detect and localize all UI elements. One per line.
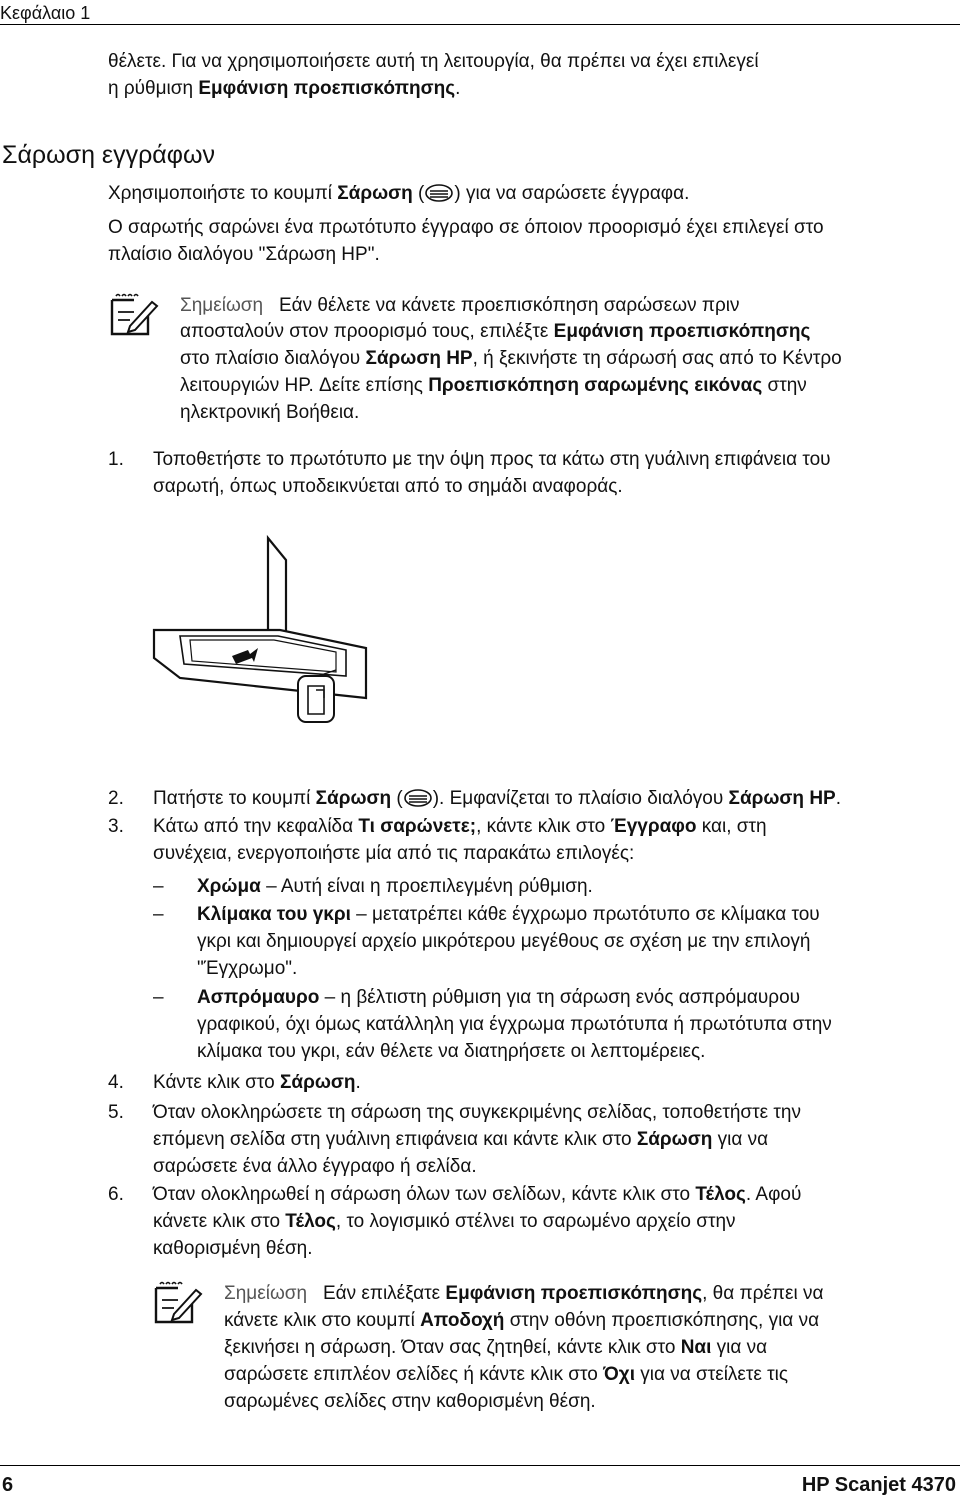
header-rule bbox=[0, 24, 960, 25]
section-paragraph-1: Χρησιμοποιήστε το κουμπί Σάρωση ( ) για να σαρώσετε έγγραφα. bbox=[108, 180, 958, 211]
note-1-line-2: αποσταλούν στον προορισμό τους, επιλέξτε Εμφάνιση προεπισκόπησης bbox=[180, 321, 811, 342]
step-6-line-3: καθορισμένη θέση. bbox=[153, 1238, 313, 1259]
option-grayscale-line-2: γκρι και δημιουργεί αρχείο μικρότερου μεγέθους σε σχέση με την επιλογή bbox=[197, 931, 811, 952]
note-1-line-5: ηλεκτρονική Βοήθεια. bbox=[180, 402, 360, 423]
section-paragraph-2-line-1: Ο σαρωτής σαρώνει ένα πρωτότυπο έγγραφο σε όποιον προορισμό έχει επιλεγεί στο bbox=[108, 217, 824, 238]
note-2-line-4: σαρώσετε επιπλέον σελίδες ή κάντε κλικ στο Όχι για να στείλετε τις bbox=[224, 1364, 789, 1385]
scan-button-icon bbox=[403, 788, 433, 816]
option-grayscale-line-3: "Έγχρωμο". bbox=[197, 958, 298, 979]
option-bw-line-1: Ασπρόμαυρο – η βέλτιστη ρύθμιση για τη σάρωση ενός ασπρόμαυρου bbox=[197, 987, 801, 1008]
step-4-number: 4. bbox=[108, 1072, 124, 1093]
step-1-line-1: Τοποθετήστε το πρωτότυπο με την όψη προς τα κάτω στη γυάλινη επιφάνεια του bbox=[153, 449, 831, 470]
step-6-line-1: Όταν ολοκληρωθεί η σάρωση όλων των σελίδων, κάντε κλικ στο Τέλος. Αφού bbox=[153, 1184, 802, 1205]
step-1-line-2: σαρωτή, όπως υποδεικνύεται από το σημάδι αναφοράς. bbox=[153, 476, 623, 497]
step-5-line-2: επόμενη σελίδα στη γυάλινη επιφάνεια και κάντε κλικ στο Σάρωση για να bbox=[153, 1129, 769, 1150]
option-dash: – bbox=[153, 987, 164, 1008]
intro-line-2: η ρύθμιση Εμφάνιση προεπισκόπησης. bbox=[108, 78, 461, 99]
step-2-text: Πατήστε το κουμπί Σάρωση ( ). Εμφανίζεται το πλαίσιο διαλόγου Σάρωση HP. bbox=[153, 785, 953, 816]
step-1-number: 1. bbox=[108, 449, 124, 470]
step-6-line-2: κάνετε κλικ στο Τέλος, το λογισμικό στέλνει το σαρωμένο αρχείο στην bbox=[153, 1211, 736, 1232]
intro-line-1: θέλετε. Για να χρησιμοποιήσετε αυτή τη λειτουργία, θα πρέπει να έχει επιλεγεί bbox=[108, 51, 759, 72]
note-icon bbox=[108, 292, 160, 346]
product-name: HP Scanjet 4370 bbox=[801, 1474, 956, 1496]
option-bw-line-3: κλίμακα του γκρι, εάν θέλετε να διατηρήσετε οι λεπτομέρειες. bbox=[197, 1041, 706, 1062]
step-4-text: Κάντε κλικ στο Σάρωση. bbox=[153, 1072, 361, 1093]
page-number: 6 bbox=[2, 1474, 14, 1496]
note-2-line-5: σαρωμένες σελίδες στην καθορισμένη θέση. bbox=[224, 1391, 596, 1412]
option-bw-line-2: γραφικού, όχι όμως κατάλληλη για έγχρωμα πρωτότυπα ή πρωτότυπα στην bbox=[197, 1014, 832, 1035]
scan-button-icon bbox=[424, 183, 454, 211]
section-paragraph-2-line-2: πλαίσιο διαλόγου "Σάρωση HP". bbox=[108, 244, 380, 265]
footer-rule bbox=[0, 1465, 960, 1466]
option-dash: – bbox=[153, 904, 164, 925]
scanner-illustration bbox=[150, 530, 370, 758]
step-2-number: 2. bbox=[108, 788, 124, 809]
chapter-header: Κεφάλαιο 1 bbox=[0, 3, 91, 23]
section-title: Σάρωση εγγράφων bbox=[2, 141, 215, 169]
step-3-number: 3. bbox=[108, 816, 124, 837]
note-label: Σημείωση bbox=[224, 1283, 308, 1304]
note-1-line-1: Σημείωση Εάν θέλετε να κάνετε προεπισκόπηση σαρώσεων πριν bbox=[180, 295, 740, 316]
step-6-number: 6. bbox=[108, 1184, 124, 1205]
option-grayscale-line-1: Κλίμακα του γκρι – μετατρέπει κάθε έγχρωμο πρωτότυπο σε κλίμακα του bbox=[197, 904, 820, 925]
step-5-line-3: σαρώσετε ένα άλλο έγγραφο ή σελίδα. bbox=[153, 1156, 477, 1177]
note-icon bbox=[152, 1280, 204, 1334]
step-3-line-2: συνέχεια, ενεργοποιήστε μία από τις παρακάτω επιλογές: bbox=[153, 843, 635, 864]
step-5-number: 5. bbox=[108, 1102, 124, 1123]
note-1-line-4: λειτουργιών HP. Δείτε επίσης Προεπισκόπηση σαρωμένης εικόνας στην bbox=[180, 375, 807, 396]
step-3-line-1: Κάτω από την κεφαλίδα Τι σαρώνετε;, κάντε κλικ στο Έγγραφο και, στη bbox=[153, 816, 767, 837]
note-1-line-3: στο πλαίσιο διαλόγου Σάρωση HP, ή ξεκινήστε τη σάρωσή σας από το Κέντρο bbox=[180, 348, 842, 369]
option-color: Χρώμα – Αυτή είναι η προεπιλεγμένη ρύθμιση. bbox=[197, 876, 593, 897]
step-5-line-1: Όταν ολοκληρώσετε τη σάρωση της συγκεκριμένης σελίδας, τοποθετήστε την bbox=[153, 1102, 801, 1123]
note-2-line-3: ξεκινήσει η σάρωση. Όταν σας ζητηθεί, κάντε κλικ στο Ναι για να bbox=[224, 1337, 768, 1358]
note-2-line-2: κάνετε κλικ στο κουμπί Αποδοχή στην οθόνη προεπισκόπησης, για να bbox=[224, 1310, 820, 1331]
note-label: Σημείωση bbox=[180, 295, 264, 316]
option-dash: – bbox=[153, 876, 164, 897]
note-2-line-1: Σημείωση Εάν επιλέξατε Εμφάνιση προεπισκόπησης, θα πρέπει να bbox=[224, 1283, 824, 1304]
